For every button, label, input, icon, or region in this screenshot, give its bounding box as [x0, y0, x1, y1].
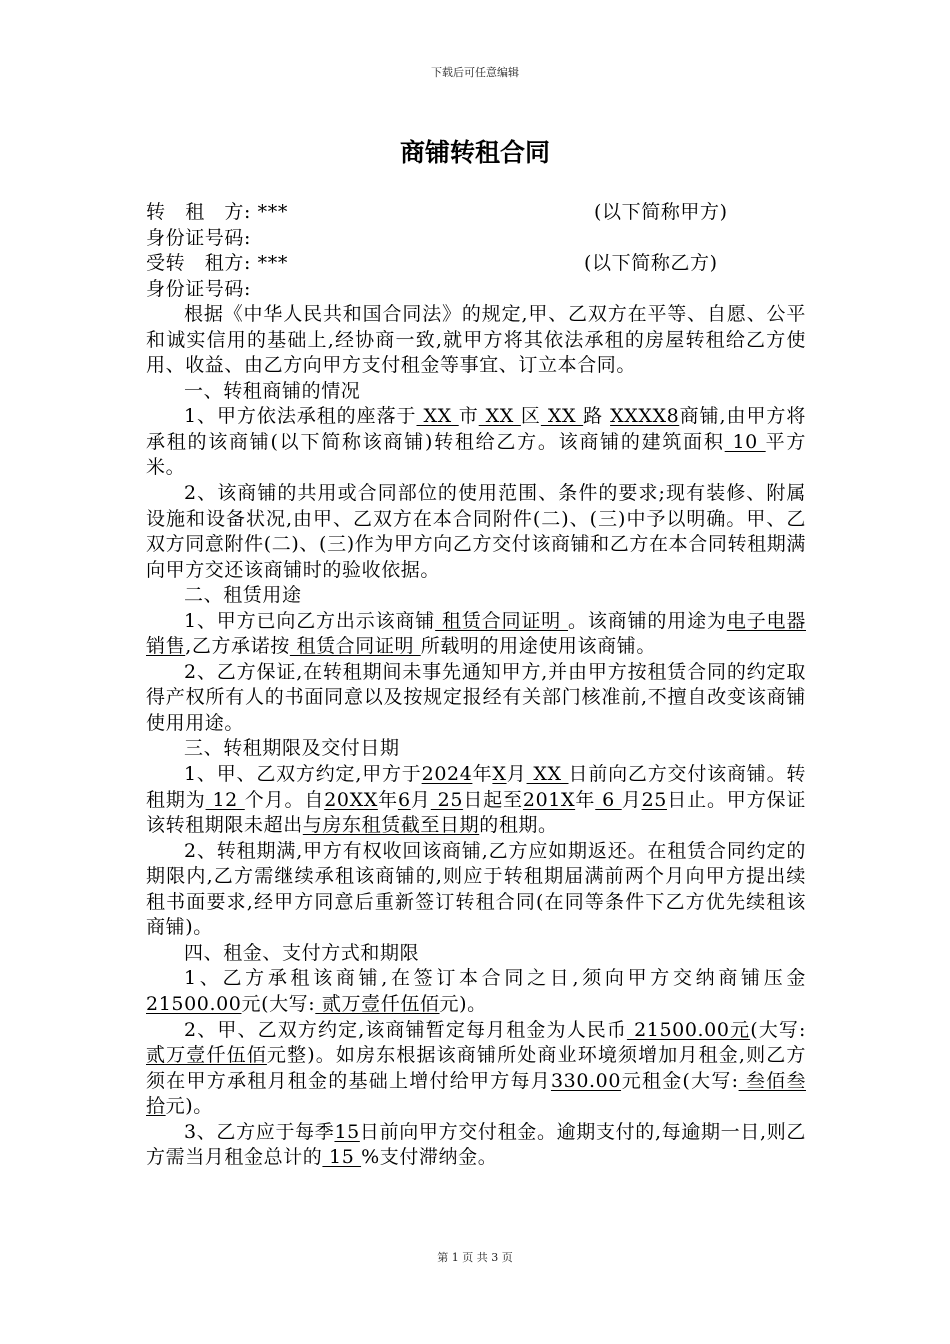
text-fragment: 日起至 — [463, 788, 523, 811]
text-fragment: 年 — [472, 763, 493, 786]
section-2-heading: 二、租赁用途 — [184, 584, 302, 607]
text-fragment: 。该商铺的用途为 — [568, 609, 727, 632]
text-fragment: 1、甲方依法承租的座落于 — [184, 405, 417, 428]
text-fragment: 年 — [575, 788, 596, 811]
end-month-field: 6 — [595, 788, 622, 811]
extra-rent-words-field: 叁佰叁拾 — [146, 1069, 806, 1118]
lease-limit-field: 与房东租赁截至日期 — [302, 814, 480, 837]
intro-paragraph: 根据《中华人民共和国合同法》的规定,甲、乙双方在平等、自愿、公平和诚实信用的基础上,经协商一致,就甲方将其依法承租的房屋转租给乙方使用、收益、由乙方向甲方支付租金等事宜、订立本合同。 — [146, 303, 806, 377]
text-fragment: 元)。 — [439, 992, 487, 1015]
section-4-heading: 四、租金、支付方式和期限 — [184, 941, 420, 964]
delivery-month-field: X — [492, 763, 507, 786]
text-fragment: 日前向乙方交付该商铺。转租期为 — [146, 763, 806, 811]
section-3-clause-1 — [146, 762, 806, 839]
page-header-note: 下载后可任意编辑 — [431, 66, 519, 79]
section-1-heading: 一、转租商铺的情况 — [184, 379, 361, 402]
lessee-id-row — [146, 277, 806, 303]
term-field: 12 — [205, 788, 245, 811]
text-fragment: 商铺,由甲方将承租的该商铺(以下简称该商铺)转租给乙方。该商铺的建筑面积 — [146, 405, 806, 453]
contract-body — [146, 200, 806, 1171]
text-fragment: 的租期。 — [479, 814, 558, 837]
text-fragment: 月 — [621, 788, 642, 811]
extra-rent-field: 330.00 — [550, 1069, 622, 1092]
text-fragment: 路 — [583, 405, 611, 428]
lessor-id-label: 身份证号码: — [146, 226, 252, 249]
text-fragment: 元(大写: — [241, 992, 316, 1015]
certificate-field-2: 租赁合同证明 — [289, 635, 421, 658]
section-4-clause-1 — [146, 966, 806, 1017]
section-2-clause-2: 2、乙方保证,在转租期间未事先通知甲方,并由甲方按租赁合同的约定取得产权所有人的书面同意以及按规定报经有关部门核准前,不擅自改变该商铺使用用途。 — [146, 660, 806, 734]
text-fragment: 个月。自 — [244, 788, 325, 811]
rent-words-field: 贰万壹仟伍佰 — [146, 1044, 267, 1067]
section-1-clause-1 — [146, 404, 806, 481]
text-fragment: 元)。 — [165, 1095, 213, 1118]
page-number: 第 1 页 共 3 页 — [437, 1251, 513, 1264]
lessor-note: (以下简称甲方) — [594, 201, 728, 223]
late-fee-rate-field: 15 — [322, 1146, 362, 1169]
lessee-value: *** — [257, 252, 288, 275]
text-fragment: ,乙方承诺按 — [185, 635, 290, 658]
deposit-field: 21500.00 — [146, 992, 242, 1015]
deposit-words-field: 贰万壹仟伍佰 — [315, 992, 440, 1015]
delivery-day-field: XX — [526, 763, 569, 786]
section-3-clause-2: 2、转租期满,甲方有权收回该商铺,乙方应如期返还。在租赁合同约定的期限内,乙方需继续承租该商铺的,则应于转租期届满前两个月向甲方提出续租书面要求,经甲方同意后重新签订转租合同(在同等条件下乙方优先续租该商铺)。 — [146, 839, 806, 939]
text-fragment: 所载明的用途使用该商铺。 — [420, 635, 656, 658]
pay-day-field: 15 — [334, 1120, 360, 1143]
certificate-field: 租赁合同证明 — [435, 609, 569, 632]
lessee-id-label: 身份证号码: — [146, 277, 252, 300]
district-field: XX — [478, 405, 521, 428]
start-day-field: 25 — [430, 788, 464, 811]
text-fragment: 1、甲方已向乙方出示该商铺 — [184, 609, 436, 632]
lessee-label: 受转 租方: — [146, 252, 252, 275]
lessor-row — [146, 200, 806, 226]
text-fragment: 3、乙方应于每季 — [184, 1120, 335, 1143]
section-4-clause-2 — [146, 1018, 806, 1120]
text-fragment: (大写: — [750, 1018, 806, 1041]
text-fragment: 月 — [410, 788, 431, 811]
text-fragment: 2、甲、乙双方约定,该商铺暂定每月租金为人民币 — [184, 1018, 627, 1041]
end-day-field: 25 — [641, 788, 667, 811]
city-field: XX — [416, 405, 459, 428]
text-fragment: 区 — [520, 405, 541, 428]
section-3-heading: 三、转租期限及交付日期 — [184, 737, 400, 760]
lessee-row — [146, 251, 806, 277]
area-field: 10 — [724, 430, 766, 453]
document-title: 商铺转租合同 — [399, 138, 550, 167]
text-fragment: 1、乙方承租该商铺,在签订本合同之日,须向甲方交纳商铺压金 — [184, 967, 806, 990]
lessor-id-row — [146, 226, 806, 252]
lessor-value: *** — [257, 201, 288, 223]
text-fragment: 日前向甲方交付租金。逾期支付的,每逾期一日,则乙方需当月租金总计的 — [146, 1120, 806, 1169]
text-fragment: 平方米。 — [146, 430, 807, 479]
text-fragment: %支付滞纳金。 — [361, 1146, 498, 1169]
section-1-clause-2: 2、该商铺的共用或合同部位的使用范围、条件的要求;现有装修、附属设施和设备状况,由甲、乙双方在本合同附件(二)、(三)中予以明确。甲、乙双方同意附件(二)、(三)作为甲方向乙方交付该商铺和乙方在本合同转租期满向甲方交还该商铺时的验收依据。 — [146, 482, 806, 581]
use-field: 电子电器销售 — [146, 609, 806, 658]
text-fragment: 元租金(大写: — [621, 1069, 739, 1092]
text-fragment: 年 — [377, 788, 398, 811]
text-fragment: 元整)。如房东根据该商铺所处商业环境须增加月租金,则乙方须在甲方承租月租金的基础上增付给甲方每月 — [146, 1044, 806, 1092]
text-fragment: 月 — [506, 763, 527, 786]
end-year-field: 201X — [522, 788, 576, 811]
shop-number-field: XXXX8 — [610, 405, 680, 428]
lessee-note: (以下简称乙方) — [584, 252, 718, 275]
lessor-label: 转 租 方: — [146, 201, 252, 223]
delivery-year-field: 2024 — [421, 763, 473, 786]
road-field: XX — [540, 405, 584, 428]
section-2-clause-1 — [146, 609, 806, 660]
text-fragment: 1、甲、乙双方约定,甲方于 — [184, 763, 422, 786]
start-month-field: 6 — [397, 788, 411, 811]
text-fragment: 日止。甲方保证该转租期限未超出 — [146, 788, 806, 837]
text-fragment: 市 — [458, 405, 479, 428]
section-4-clause-3 — [146, 1120, 806, 1171]
rent-field: 21500.00元 — [626, 1018, 751, 1041]
start-year-field: 20XX — [324, 788, 378, 811]
